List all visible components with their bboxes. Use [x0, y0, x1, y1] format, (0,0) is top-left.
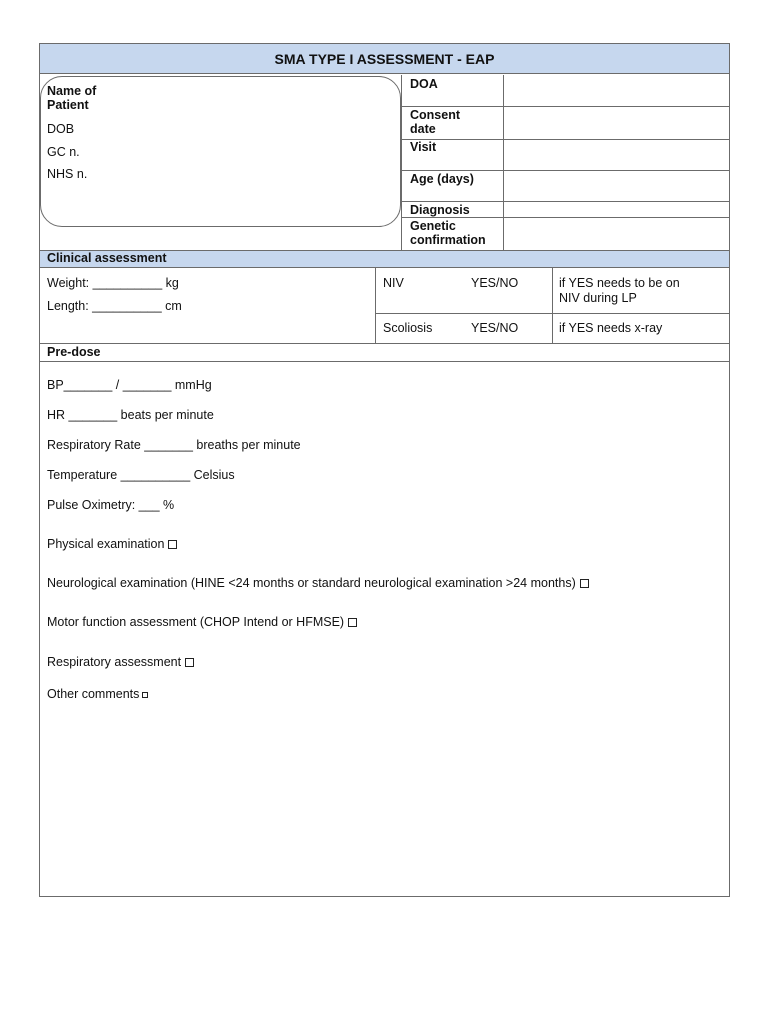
neurological-examination-item [47, 576, 589, 590]
niv-label: NIV [383, 276, 404, 290]
details-row-line [401, 106, 729, 107]
respiratory-assessment-checkbox[interactable] [185, 658, 194, 667]
scoliosis-yes-no[interactable]: YES/NO [471, 321, 519, 335]
clinical-row-line [375, 313, 729, 314]
pre-dose-heading: Pre-dose [47, 345, 101, 359]
name-of-patient-label: Name of Patient [47, 84, 97, 112]
temperature-field[interactable]: Temperature __________ Celsius [47, 468, 235, 482]
motor-function-checkbox[interactable] [348, 618, 357, 627]
pulse-oximetry-field[interactable]: Pulse Oximetry: ___ % [47, 498, 175, 512]
hr-field[interactable]: HR _______ beats per minute [47, 408, 214, 422]
scoliosis-label: Scoliosis [383, 321, 433, 335]
visit-label: Visit [410, 140, 437, 154]
respiratory-assessment-label: Respiratory assessment [47, 655, 182, 669]
niv-note: if YES needs to be on NIV during LP [559, 276, 680, 305]
dob-label: DOB [47, 122, 75, 136]
scoliosis-note: if YES needs x-ray [559, 321, 663, 335]
respiratory-rate-field[interactable]: Respiratory Rate _______ breaths per minute [47, 438, 301, 452]
genetic-confirmation-label: Genetic confirmation [410, 219, 486, 247]
motor-function-label: Motor function assessment (CHOP Intend or HFMSE) [47, 615, 345, 629]
neurological-examination-checkbox[interactable] [580, 579, 589, 588]
pre-dose-band [40, 343, 729, 361]
section-line [40, 267, 729, 268]
clinical-divider [552, 267, 553, 343]
physical-examination-label: Physical examination [47, 537, 165, 551]
details-divider-mid [503, 75, 504, 250]
motor-function-item [47, 615, 357, 629]
nhs-number-label: NHS n. [47, 167, 88, 181]
doa-label: DOA [410, 77, 438, 91]
other-comments-checkbox[interactable] [142, 692, 148, 698]
details-row-line [401, 139, 729, 140]
respiratory-assessment-item [47, 655, 194, 669]
neurological-examination-label: Neurological examination (HINE <24 months or standard neurological examination >24 months) [47, 576, 576, 590]
other-comments-label: Other comments [47, 687, 140, 701]
niv-yes-no[interactable]: YES/NO [471, 276, 519, 290]
length-field[interactable]: Length: __________ cm [47, 299, 182, 313]
details-row-line [401, 170, 729, 171]
other-comments-item [47, 687, 148, 701]
clinical-assessment-heading: Clinical assessment [47, 251, 167, 265]
physical-examination-item [47, 537, 177, 551]
gc-number-label: GC n. [47, 145, 80, 159]
bp-field[interactable]: BP_______ / _______ mmHg [47, 378, 212, 392]
section-line [40, 343, 729, 344]
physical-examination-checkbox[interactable] [168, 540, 177, 549]
details-divider-left [401, 75, 402, 250]
details-row-line [401, 201, 729, 202]
section-line [40, 361, 729, 362]
age-days-label: Age (days) [410, 172, 474, 186]
diagnosis-label: Diagnosis [410, 203, 470, 217]
form-title: SMA TYPE I ASSESSMENT - EAP [40, 44, 729, 74]
consent-date-label: Consent date [410, 108, 460, 136]
details-row-line [401, 217, 729, 218]
weight-field[interactable]: Weight: __________ kg [47, 276, 179, 290]
clinical-divider [375, 267, 376, 343]
